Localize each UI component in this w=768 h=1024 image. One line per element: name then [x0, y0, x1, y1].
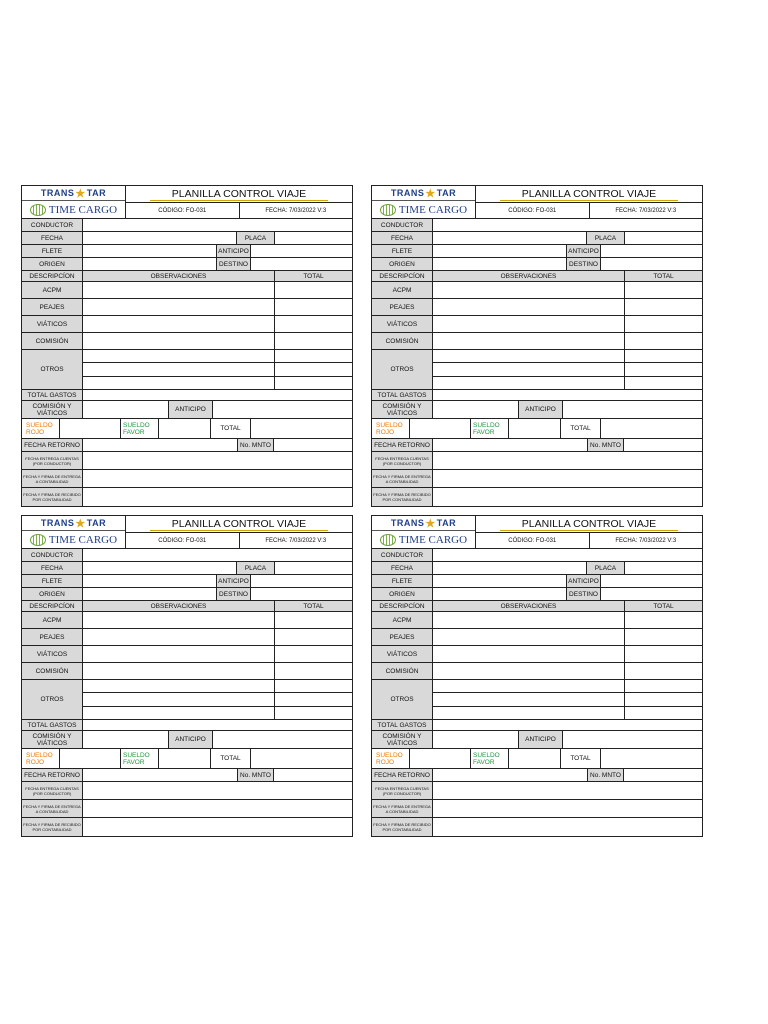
otros-label: OTROS — [22, 680, 83, 719]
sueldo-rojo-field[interactable] — [60, 419, 121, 438]
star-icon: ★ — [425, 517, 436, 530]
origen-label: ORIGEN — [22, 588, 83, 600]
acpm-total[interactable] — [625, 282, 702, 298]
otros-observaciones-2[interactable] — [83, 693, 275, 705]
total2-field[interactable] — [251, 749, 352, 768]
entrega-contabilidad-label: FECHA Y FIRMA DE ENTREGA A CONTABILIDAD — [22, 470, 83, 487]
anticipo-label: ANTICIPO — [567, 575, 601, 587]
form-title: PLANILLA CONTROL VIAJE — [476, 186, 702, 203]
fecha-retorno-field[interactable] — [433, 769, 588, 781]
form-title: PLANILLA CONTROL VIAJE — [476, 516, 702, 533]
total-gastos-field[interactable] — [433, 390, 702, 400]
fecha-retorno-label: FECHA RETORNO — [372, 439, 433, 451]
placa-field[interactable] — [275, 232, 352, 244]
comision-viaticos-field[interactable] — [433, 731, 519, 748]
form-date: FECHA: 7/03/2022 V:3 — [615, 537, 677, 544]
company-logo — [372, 186, 476, 218]
total2-field[interactable] — [601, 749, 702, 768]
peajes-label: PEAJES — [372, 629, 433, 645]
conductor-label: CONDUCTOR — [372, 549, 433, 561]
otros-label: OTROS — [22, 350, 83, 389]
form-code: CÓDIGO: FO-031 — [476, 533, 590, 548]
sueldo-rojo-field[interactable] — [410, 419, 471, 438]
conductor-label: CONDUCTOR — [372, 219, 433, 231]
transtar-logo: TRANS ★ TAR — [372, 516, 475, 531]
viaticos-observaciones[interactable] — [83, 316, 275, 332]
comision-label: COMISIÓN — [372, 333, 433, 349]
otros-total-3[interactable] — [625, 707, 702, 719]
otros-total-2[interactable] — [625, 363, 702, 375]
acpm-label: ACPM — [372, 282, 433, 298]
otros-observaciones-3[interactable] — [83, 707, 275, 719]
no-mnto-field[interactable] — [624, 769, 702, 781]
no-mnto-label: No. MNTO — [588, 439, 624, 451]
form-date: FECHA: 7/03/2022 V:3 — [265, 537, 327, 544]
comision-viaticos-field[interactable] — [83, 731, 169, 748]
form-title: PLANILLA CONTROL VIAJE — [126, 186, 352, 203]
viaticos-total[interactable] — [275, 316, 352, 332]
acpm-observaciones[interactable] — [83, 282, 275, 298]
anticipo-label: ANTICIPO — [217, 575, 251, 587]
comision-label: COMISIÓN — [22, 663, 83, 679]
otros-observaciones-1[interactable] — [433, 350, 625, 362]
origen-label: ORIGEN — [22, 258, 83, 270]
otros-total-2[interactable] — [625, 693, 702, 705]
placa-field[interactable] — [625, 562, 702, 574]
acpm-total[interactable] — [625, 612, 702, 628]
sueldo-favor-field[interactable] — [159, 419, 211, 438]
anticipo-label: ANTICIPO — [567, 245, 601, 257]
timecargo-logo: TIME CARGO — [22, 201, 125, 218]
otros-total-1[interactable] — [275, 680, 352, 692]
fecha-label: FECHA — [22, 562, 83, 574]
recibido-contabilidad-field[interactable] — [83, 818, 352, 836]
placa-label: PLACA — [587, 232, 625, 244]
entrega-contabilidad-field[interactable] — [433, 470, 702, 487]
comision-observaciones[interactable] — [433, 663, 625, 679]
conductor-field[interactable] — [433, 549, 702, 561]
entrega-cuentas-label: FECHA ENTREGA CUENTAS (POR CONDUCTOR) — [372, 452, 433, 469]
conductor-label: CONDUCTOR — [22, 219, 83, 231]
viaticos-label: VIÁTICOS — [372, 646, 433, 662]
otros-total-3[interactable] — [275, 707, 352, 719]
comision-viaticos-label: COMISIÓN Y VIÁTICOS — [372, 731, 433, 748]
trip-form-2 — [371, 185, 703, 507]
otros-observaciones-1[interactable] — [83, 350, 275, 362]
flete-field[interactable] — [433, 245, 567, 257]
sueldo-rojo-label: SUELDO ROJO — [372, 419, 410, 438]
origen-field[interactable] — [433, 588, 567, 600]
acpm-observaciones[interactable] — [83, 612, 275, 628]
no-mnto-field[interactable] — [624, 439, 702, 451]
sueldo-favor-field[interactable] — [159, 749, 211, 768]
total-gastos-field[interactable] — [433, 720, 702, 730]
flete-label: FLETE — [372, 575, 433, 587]
company-logo — [22, 516, 126, 548]
globe-icon — [380, 534, 396, 546]
fecha-field[interactable] — [83, 232, 237, 244]
viaticos-total[interactable] — [625, 646, 702, 662]
anticipo2-field[interactable] — [563, 401, 702, 418]
acpm-total[interactable] — [275, 612, 352, 628]
fecha-retorno-field[interactable] — [83, 439, 238, 451]
form-date: FECHA: 7/03/2022 V:3 — [615, 207, 677, 214]
entrega-cuentas-label: FECHA ENTREGA CUENTAS (POR CONDUCTOR) — [372, 782, 433, 799]
comision-total[interactable] — [625, 333, 702, 349]
no-mnto-field[interactable] — [274, 769, 352, 781]
peajes-total[interactable] — [625, 629, 702, 645]
no-mnto-label: No. MNTO — [588, 769, 624, 781]
peajes-label: PEAJES — [22, 629, 83, 645]
observaciones-header: OBSERVACIONES — [83, 601, 275, 611]
no-mnto-field[interactable] — [274, 439, 352, 451]
transtar-logo: TRANS ★ TAR — [372, 186, 475, 201]
anticipo2-label: ANTICIPO — [169, 731, 213, 748]
form-code: CÓDIGO: FO-031 — [476, 203, 590, 218]
sueldo-favor-label: SUELDO FAVOR — [471, 419, 509, 438]
destino-label: DESTINO — [567, 588, 601, 600]
recibido-contabilidad-field[interactable] — [433, 818, 702, 836]
acpm-total[interactable] — [275, 282, 352, 298]
fecha-retorno-field[interactable] — [83, 769, 238, 781]
origen-label: ORIGEN — [372, 588, 433, 600]
placa-field[interactable] — [275, 562, 352, 574]
flete-field[interactable] — [83, 245, 217, 257]
peajes-label: PEAJES — [22, 299, 83, 315]
fecha-retorno-label: FECHA RETORNO — [22, 769, 83, 781]
comision-viaticos-field[interactable] — [83, 401, 169, 418]
acpm-observaciones[interactable] — [433, 282, 625, 298]
flete-label: FLETE — [22, 245, 83, 257]
star-icon: ★ — [75, 187, 86, 200]
anticipo2-field[interactable] — [213, 731, 352, 748]
total2-label: TOTAL — [561, 419, 601, 438]
globe-icon — [380, 204, 396, 216]
entrega-contabilidad-label: FECHA Y FIRMA DE ENTREGA A CONTABILIDAD — [372, 800, 433, 817]
timecargo-logo: TIME CARGO — [22, 531, 125, 548]
otros-total-1[interactable] — [625, 680, 702, 692]
comision-label: COMISIÓN — [22, 333, 83, 349]
comision-label: COMISIÓN — [372, 663, 433, 679]
timecargo-logo: TIME CARGO — [372, 201, 475, 218]
flete-label: FLETE — [372, 245, 433, 257]
placa-label: PLACA — [237, 562, 275, 574]
entrega-cuentas-label: FECHA ENTREGA CUENTAS (POR CONDUCTOR) — [22, 452, 83, 469]
comision-viaticos-label: COMISIÓN Y VIÁTICOS — [22, 731, 83, 748]
peajes-observaciones[interactable] — [433, 299, 625, 315]
globe-icon — [30, 204, 46, 216]
viaticos-observaciones[interactable] — [433, 316, 625, 332]
comision-viaticos-field[interactable] — [433, 401, 519, 418]
peajes-observaciones[interactable] — [83, 299, 275, 315]
viaticos-total[interactable] — [275, 646, 352, 662]
peajes-label: PEAJES — [372, 299, 433, 315]
otros-total-2[interactable] — [275, 693, 352, 705]
entrega-contabilidad-label: FECHA Y FIRMA DE ENTREGA A CONTABILIDAD — [22, 800, 83, 817]
destino-field[interactable] — [251, 588, 352, 600]
anticipo2-field[interactable] — [213, 401, 352, 418]
total-gastos-label: TOTAL GASTOS — [372, 390, 433, 400]
otros-total-1[interactable] — [275, 350, 352, 362]
otros-total-3[interactable] — [625, 377, 702, 389]
recibido-contabilidad-label: FECHA Y FIRMA DE RECIBIDO POR CONTABILIDAD — [372, 818, 433, 836]
peajes-total[interactable] — [275, 629, 352, 645]
star-icon: ★ — [425, 187, 436, 200]
acpm-observaciones[interactable] — [433, 612, 625, 628]
anticipo-label: ANTICIPO — [217, 245, 251, 257]
peajes-total[interactable] — [625, 299, 702, 315]
descripcion-header: DESCRIPCÍON — [22, 271, 83, 281]
fecha-field[interactable] — [83, 562, 237, 574]
total2-label: TOTAL — [211, 419, 251, 438]
total-header: TOTAL — [653, 602, 674, 610]
comision-observaciones[interactable] — [83, 663, 275, 679]
otros-observaciones-2[interactable] — [433, 363, 625, 375]
acpm-label: ACPM — [22, 282, 83, 298]
origen-field[interactable] — [83, 588, 217, 600]
entrega-cuentas-field[interactable] — [433, 452, 702, 469]
viaticos-label: VIÁTICOS — [22, 646, 83, 662]
total-header: TOTAL — [303, 272, 324, 280]
timecargo-logo: TIME CARGO — [372, 531, 475, 548]
transtar-logo: TRANS ★ TAR — [22, 186, 125, 201]
recibido-contabilidad-label: FECHA Y FIRMA DE RECIBIDO POR CONTABILIDAD — [22, 488, 83, 506]
entrega-contabilidad-field[interactable] — [83, 470, 352, 487]
viaticos-observaciones[interactable] — [83, 646, 275, 662]
flete-label: FLETE — [22, 575, 83, 587]
total2-field[interactable] — [251, 419, 352, 438]
sueldo-favor-label: SUELDO FAVOR — [471, 749, 509, 768]
trip-form-4 — [371, 515, 703, 837]
otros-observaciones-3[interactable] — [83, 377, 275, 389]
observaciones-header: OBSERVACIONES — [83, 271, 275, 281]
fecha-retorno-field[interactable] — [433, 439, 588, 451]
form-title: PLANILLA CONTROL VIAJE — [126, 516, 352, 533]
otros-observaciones-2[interactable] — [433, 693, 625, 705]
comision-viaticos-label: COMISIÓN Y VIÁTICOS — [372, 401, 433, 418]
form-code: CÓDIGO: FO-031 — [126, 533, 240, 548]
anticipo-field[interactable] — [251, 245, 352, 257]
recibido-contabilidad-field[interactable] — [83, 488, 352, 506]
otros-label: OTROS — [372, 350, 433, 389]
comision-total[interactable] — [625, 663, 702, 679]
recibido-contabilidad-label: FECHA Y FIRMA DE RECIBIDO POR CONTABILIDAD — [22, 818, 83, 836]
comision-total[interactable] — [275, 663, 352, 679]
origen-label: ORIGEN — [372, 258, 433, 270]
trip-form-3 — [21, 515, 353, 837]
no-mnto-label: No. MNTO — [238, 769, 274, 781]
comision-observaciones[interactable] — [83, 333, 275, 349]
peajes-total[interactable] — [275, 299, 352, 315]
form-code: CÓDIGO: FO-031 — [126, 203, 240, 218]
otros-observaciones-3[interactable] — [433, 707, 625, 719]
fecha-retorno-label: FECHA RETORNO — [372, 769, 433, 781]
no-mnto-label: No. MNTO — [238, 439, 274, 451]
company-logo — [22, 186, 126, 218]
recibido-contabilidad-label: FECHA Y FIRMA DE RECIBIDO POR CONTABILIDAD — [372, 488, 433, 506]
acpm-label: ACPM — [372, 612, 433, 628]
comision-observaciones[interactable] — [433, 333, 625, 349]
placa-field[interactable] — [625, 232, 702, 244]
comision-total[interactable] — [275, 333, 352, 349]
otros-observaciones-1[interactable] — [433, 680, 625, 692]
destino-label: DESTINO — [217, 588, 251, 600]
anticipo-field[interactable] — [251, 575, 352, 587]
anticipo2-field[interactable] — [563, 731, 702, 748]
destino-label: DESTINO — [567, 258, 601, 270]
total2-label: TOTAL — [561, 749, 601, 768]
otros-total-1[interactable] — [625, 350, 702, 362]
destino-field[interactable] — [251, 258, 352, 270]
sueldo-favor-field[interactable] — [509, 419, 561, 438]
conductor-label: CONDUCTOR — [22, 549, 83, 561]
destino-label: DESTINO — [217, 258, 251, 270]
origen-field[interactable] — [433, 258, 567, 270]
sueldo-rojo-field[interactable] — [410, 749, 471, 768]
anticipo2-label: ANTICIPO — [169, 401, 213, 418]
placa-label: PLACA — [237, 232, 275, 244]
otros-observaciones-1[interactable] — [83, 680, 275, 692]
entrega-cuentas-field[interactable] — [83, 782, 352, 799]
sueldo-favor-label: SUELDO FAVOR — [121, 419, 159, 438]
conductor-field[interactable] — [83, 549, 352, 561]
otros-label: OTROS — [372, 680, 433, 719]
descripcion-header: DESCRIPCÍON — [22, 601, 83, 611]
otros-observaciones-3[interactable] — [433, 377, 625, 389]
viaticos-label: VIÁTICOS — [372, 316, 433, 332]
observaciones-header: OBSERVACIONES — [433, 601, 625, 611]
form-date: FECHA: 7/03/2022 V:3 — [265, 207, 327, 214]
viaticos-total[interactable] — [625, 316, 702, 332]
sueldo-rojo-field[interactable] — [60, 749, 121, 768]
flete-field[interactable] — [83, 575, 217, 587]
entrega-contabilidad-label: FECHA Y FIRMA DE ENTREGA A CONTABILIDAD — [372, 470, 433, 487]
total2-label: TOTAL — [211, 749, 251, 768]
company-logo — [372, 516, 476, 548]
fecha-label: FECHA — [372, 232, 433, 244]
total-gastos-label: TOTAL GASTOS — [22, 390, 83, 400]
sueldo-rojo-label: SUELDO ROJO — [372, 749, 410, 768]
total-header: TOTAL — [653, 272, 674, 280]
peajes-observaciones[interactable] — [83, 629, 275, 645]
otros-observaciones-2[interactable] — [83, 363, 275, 375]
conductor-field[interactable] — [83, 219, 352, 231]
fecha-retorno-label: FECHA RETORNO — [22, 439, 83, 451]
destino-field[interactable] — [601, 588, 702, 600]
conductor-field[interactable] — [433, 219, 702, 231]
viaticos-label: VIÁTICOS — [22, 316, 83, 332]
anticipo-field[interactable] — [601, 245, 702, 257]
destino-field[interactable] — [601, 258, 702, 270]
sueldo-rojo-label: SUELDO ROJO — [22, 749, 60, 768]
placa-label: PLACA — [587, 562, 625, 574]
sueldo-favor-label: SUELDO FAVOR — [121, 749, 159, 768]
origen-field[interactable] — [83, 258, 217, 270]
globe-icon — [30, 534, 46, 546]
total-gastos-label: TOTAL GASTOS — [372, 720, 433, 730]
acpm-label: ACPM — [22, 612, 83, 628]
flete-field[interactable] — [433, 575, 567, 587]
total-gastos-label: TOTAL GASTOS — [22, 720, 83, 730]
descripcion-header: DESCRIPCÍON — [372, 601, 433, 611]
comision-viaticos-label: COMISIÓN Y VIÁTICOS — [22, 401, 83, 418]
fecha-field[interactable] — [433, 562, 587, 574]
sueldo-favor-field[interactable] — [509, 749, 561, 768]
viaticos-observaciones[interactable] — [433, 646, 625, 662]
anticipo2-label: ANTICIPO — [519, 401, 563, 418]
otros-total-2[interactable] — [275, 363, 352, 375]
transtar-logo: TRANS ★ TAR — [22, 516, 125, 531]
observaciones-header: OBSERVACIONES — [433, 271, 625, 281]
anticipo-field[interactable] — [601, 575, 702, 587]
total2-field[interactable] — [601, 419, 702, 438]
entrega-contabilidad-field[interactable] — [433, 800, 702, 817]
entrega-cuentas-field[interactable] — [83, 452, 352, 469]
otros-total-3[interactable] — [275, 377, 352, 389]
entrega-cuentas-label: FECHA ENTREGA CUENTAS (POR CONDUCTOR) — [22, 782, 83, 799]
total-header: TOTAL — [303, 602, 324, 610]
fecha-label: FECHA — [372, 562, 433, 574]
descripcion-header: DESCRIPCÍON — [372, 271, 433, 281]
star-icon: ★ — [75, 517, 86, 530]
total-gastos-field[interactable] — [83, 720, 352, 730]
fecha-label: FECHA — [22, 232, 83, 244]
anticipo2-label: ANTICIPO — [519, 731, 563, 748]
recibido-contabilidad-field[interactable] — [433, 488, 702, 506]
sueldo-rojo-label: SUELDO ROJO — [22, 419, 60, 438]
entrega-cuentas-field[interactable] — [433, 782, 702, 799]
total-gastos-field[interactable] — [83, 390, 352, 400]
peajes-observaciones[interactable] — [433, 629, 625, 645]
fecha-field[interactable] — [433, 232, 587, 244]
entrega-contabilidad-field[interactable] — [83, 800, 352, 817]
trip-form-1 — [21, 185, 353, 507]
